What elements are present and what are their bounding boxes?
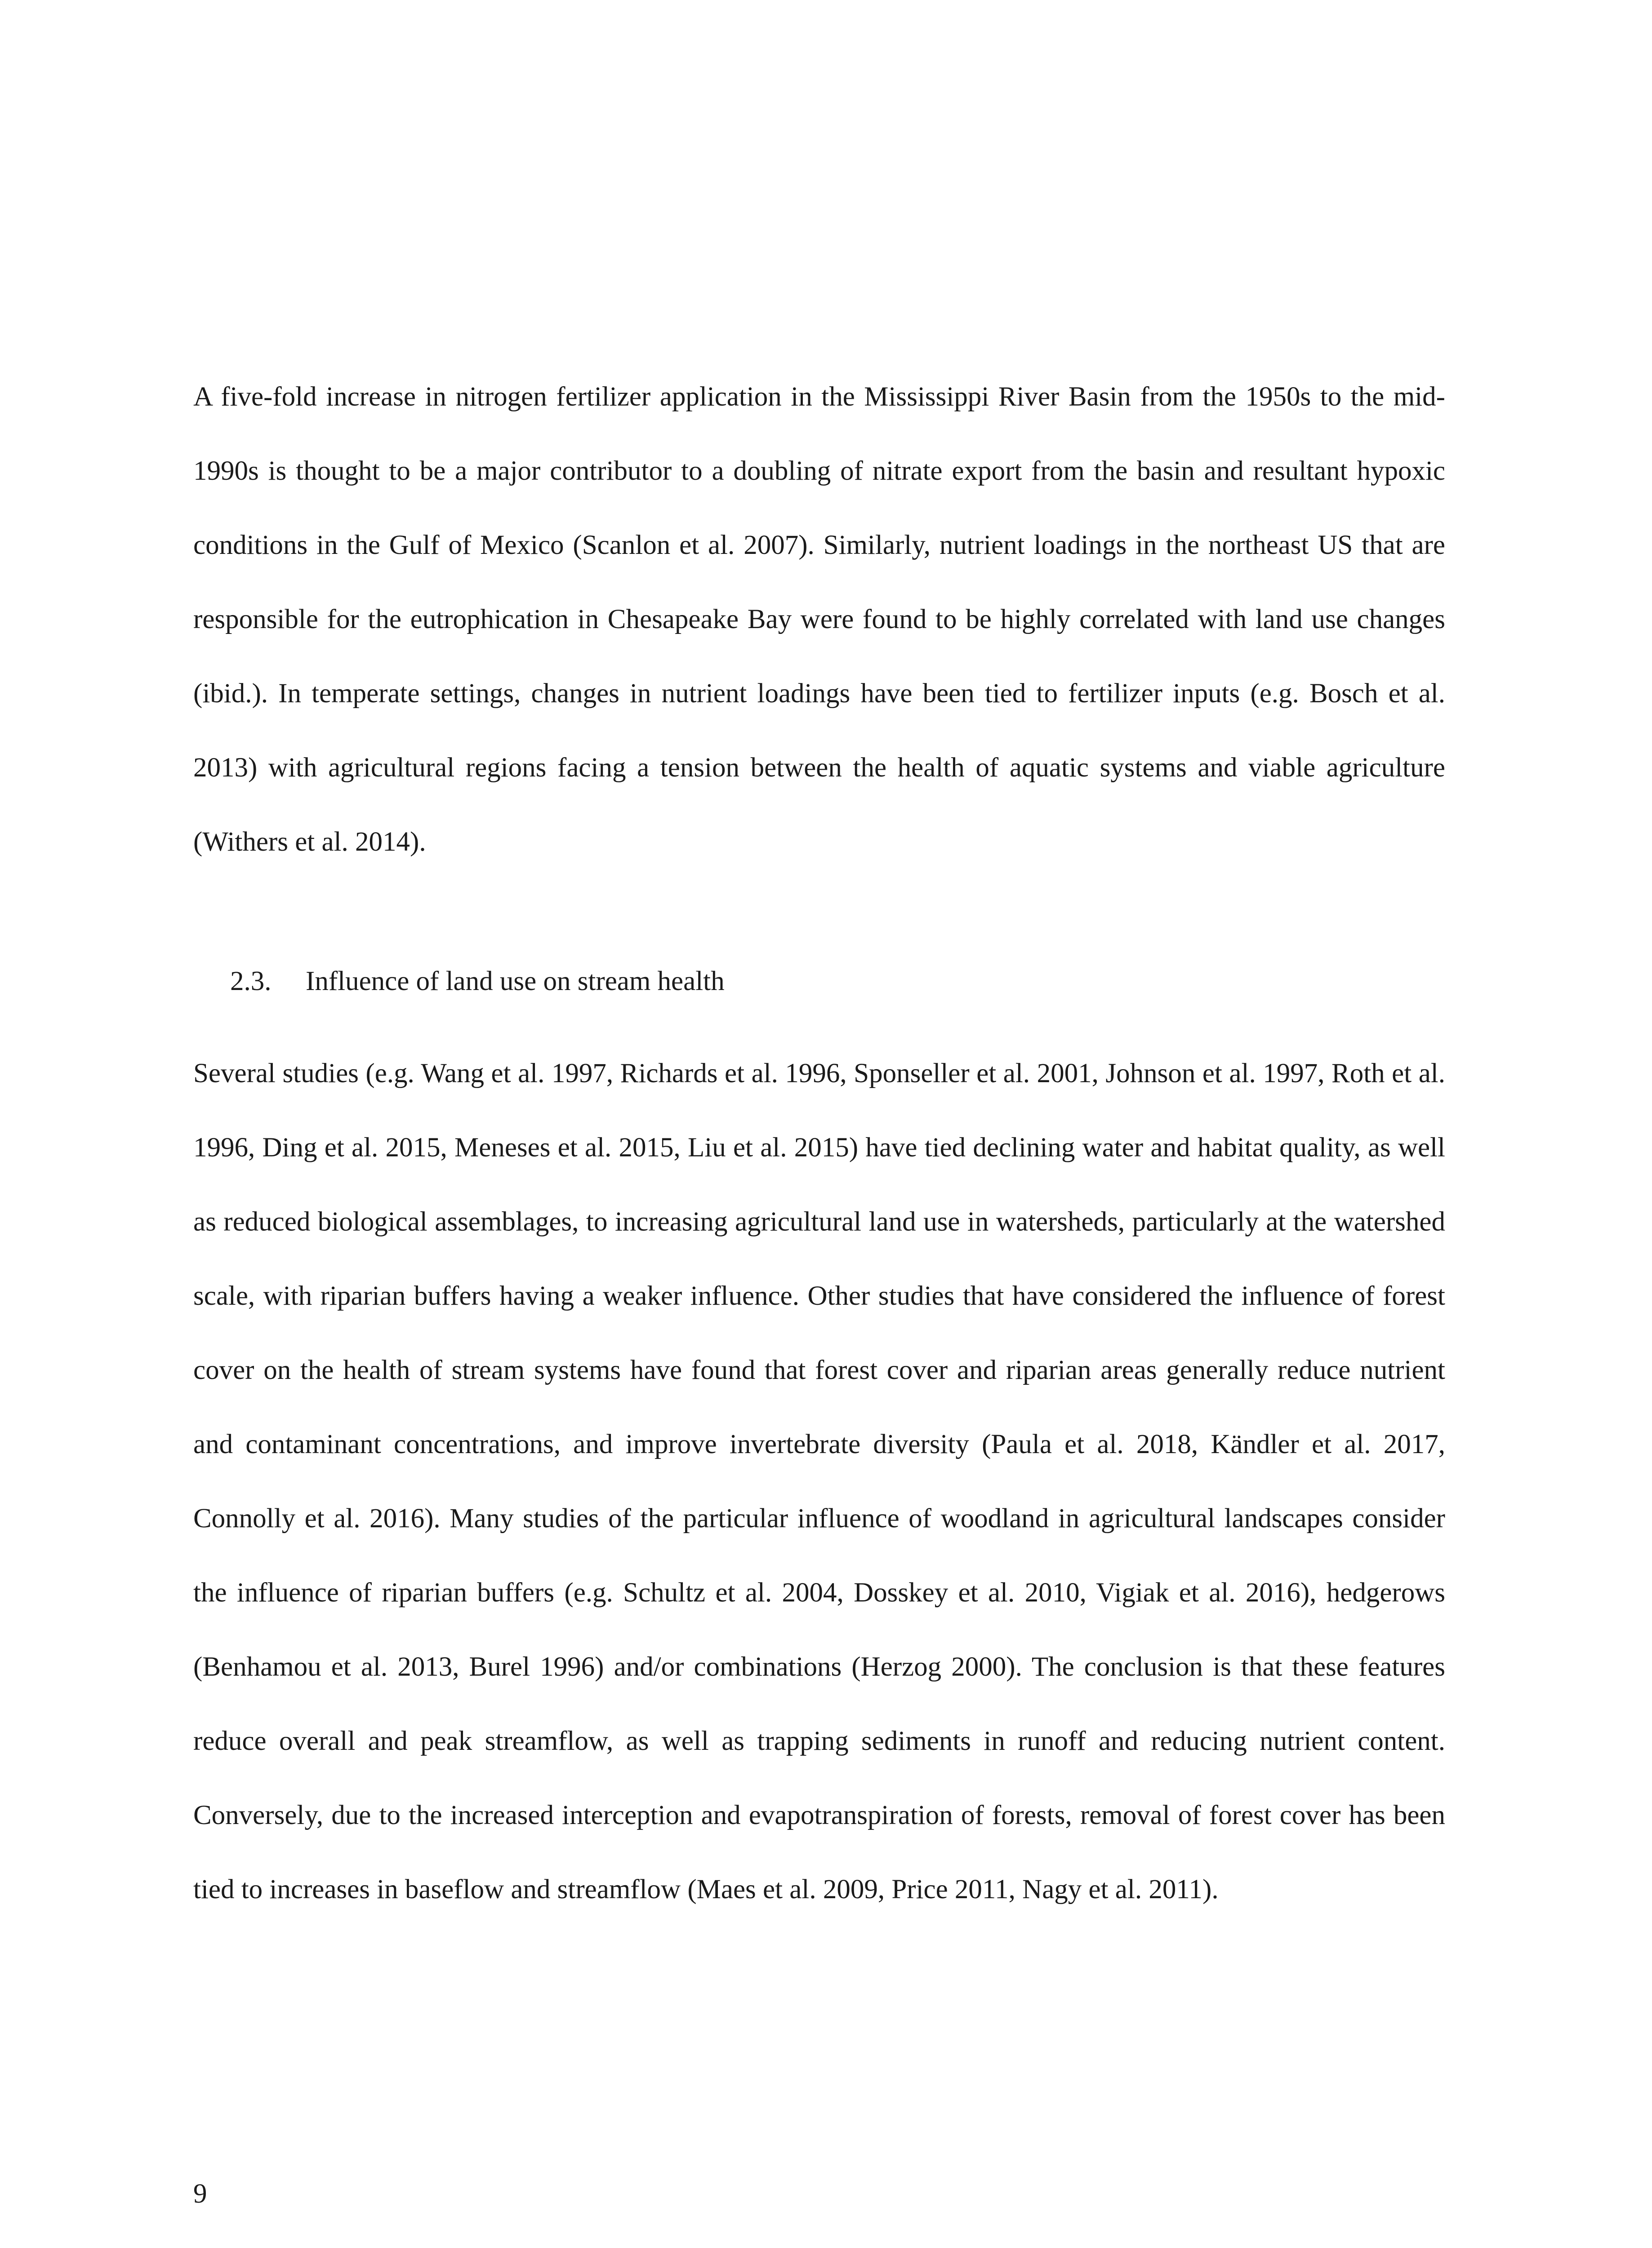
section-heading	[230, 959, 725, 1004]
paragraph-land-use-studies: Several studies (e.g. Wang et al. 1997, Richards et al. 1996, Sponseller et al. 2001, Johnson et al. 1997, Roth et al. 1996, Ding et al. 2015, Meneses et al. 2015, Liu et al. 2015) have tied declining water and habitat quality, as well as reduced biological assemblages, to increasing agricultural land use in watersheds, particularly at the watershed scale, with riparian buffers having a weaker influence. Other studies that have considered the influence of forest cover on the health of stream systems have found that forest cover and riparian areas generally reduce nutrient and contaminant concentrations, and improve invertebrate diversity (Paula et al. 2018, Kändler et al. 2017, Connolly et al. 2016). Many studies of the particular influence of woodland in agricultural landscapes consider the influence of riparian buffers (e.g. Schultz et al. 2004, Dosskey et al. 2010, Vigiak et al. 2016), hedgerows (Benhamou et al. 2013, Burel 1996) and/or combinations (Herzog 2000). The conclusion is that these features reduce overall and peak streamflow, as well as trapping sediments in runoff and reducing nutrient content. Conversely, due to the increased interception and evapotranspiration of forests, removal of forest cover has been tied to increases in baseflow and streamflow (Maes et al. 2009, Price 2011, Nagy et al. 2011).	[193, 1058, 1445, 1905]
section-title: Influence of land use on stream health	[306, 966, 725, 996]
paragraph-nitrogen-fertilizer: A five-fold increase in nitrogen fertilizer application in the Mississippi River Basin from the 1950s to the mid-1990s is thought to be a major contributor to a doubling of nitrate export from the basin and resultant hypoxic conditions in the Gulf of Mexico (Scanlon et al. 2007). Similarly, nutrient loadings in the northeast US that are responsible for the eutrophication in Chesapeake Bay were found to be highly correlated with land use changes (ibid.). In temperate settings, changes in nutrient loadings have been tied to fertilizer inputs (e.g. Bosch et al. 2013) with agricultural regions facing a tension between the health of aquatic systems and viable agriculture (Withers et al. 2014).	[193, 382, 1445, 857]
section-number: 2.3.	[230, 966, 272, 996]
page-number: 9	[193, 2179, 207, 2209]
